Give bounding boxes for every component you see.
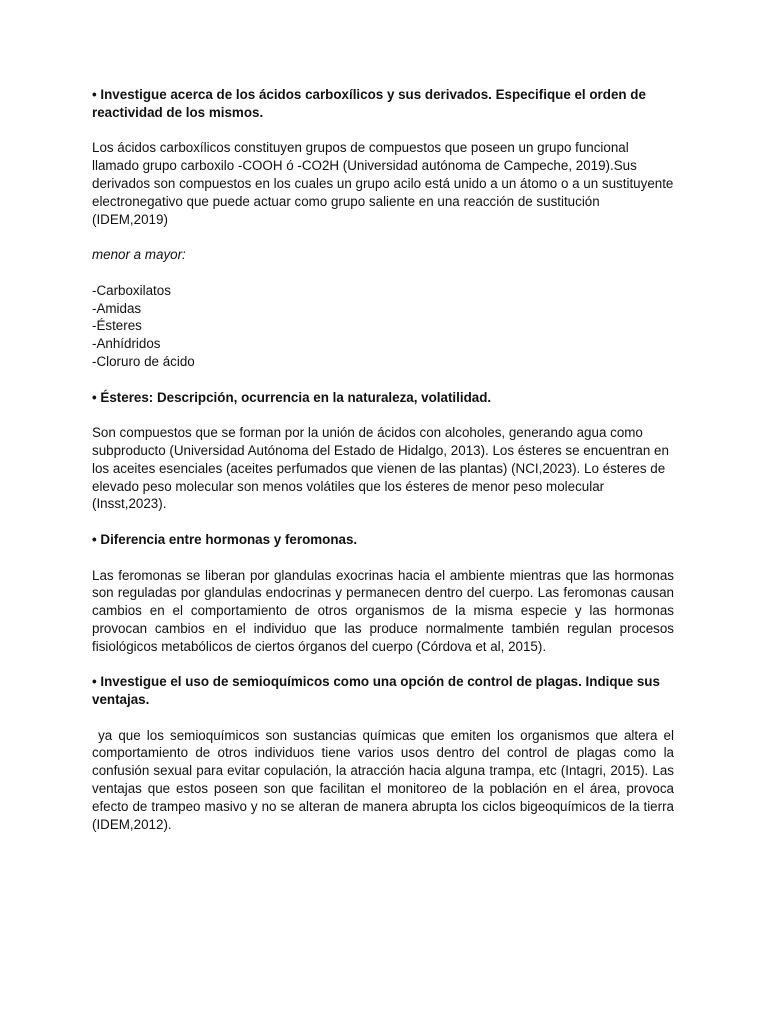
list-item: -Carboxilatos xyxy=(92,282,171,298)
section-heading-semiochemicals: • Investigue el uso de semioquímicos como una opción de control de plagas. Indique sus ventajas. xyxy=(92,674,660,708)
section-heading-esters: • Ésteres: Descripción, ocurrencia en la naturaleza, volatilidad. xyxy=(92,389,492,405)
paragraph-semiochemicals: ya que los semioquímicos son sustancias químicas que emiten los organismos que altera el comportamiento de otros individuos tiene varios usos dentro del control de plagas como la confusión sexual para evitar copulación, la atracción hacia alguna trampa, etc (Intagri, 2015). Las ventajas que estos poseen son que facilitan el monitoreo de la población en el área, provoca efecto de trampeo masivo y no se alteran de manera abrupta los ciclos bigeoquímicos de la tierra (IDEM,2012). xyxy=(92,727,678,832)
paragraph-hormones-pheromones: Las feromonas se liberan por glandulas exocrinas hacia el ambiente mientras que las hormonas son reguladas por glandulas endocrinas y permanecen dentro del cuerpo. Las feromonas causan cambios en el comportamiento de otros organismos de la misma especie y las hormonas provocan cambios en el individuo que las produce normalmente también regulan procesos fisiológicos metabólicos de ciertos órganos del cuerpo (Córdova et al, 2015). xyxy=(92,567,674,654)
list-item: -Cloruro de ácido xyxy=(92,353,195,369)
reactivity-order-label: menor a mayor: xyxy=(92,247,186,263)
section-heading-carboxylic-acids: • Investigue acerca de los ácidos carboxílicos y sus derivados. Especifique el orden de reactividad de los mismos. xyxy=(92,87,646,120)
paragraph-carboxylic-acids: Los ácidos carboxílicos constituyen grupos de compuestos que poseen un grupo funcional llamado grupo carboxilo -COOH ó -CO2H (Universidad autónoma de Campeche, 2019).Sus derivados son compuestos en los cuales un grupo acilo está unido a un átomo o a un sustituyente electronegativo que puede actuar como grupo saliente en una reacción de sustitución (IDEM,2019) xyxy=(92,140,674,227)
document-page xyxy=(92,86,678,851)
list-item: -Ésteres xyxy=(92,318,142,334)
list-item: -Anhídridos xyxy=(92,336,161,352)
list-item: -Amidas xyxy=(92,300,142,316)
paragraph-esters: Son compuestos que se forman por la unión de ácidos con alcoholes, generando agua como subproducto (Universidad Autónoma del Estado de Hidalgo, 2013). Los ésteres se encuentran en los aceites esenciales (aceites perfumados que vienen de las plantas) (NCI,2023). Lo ésteres de elevado peso molecular son menos volátiles que los ésteres de menor peso molecular (Insst,2023). xyxy=(92,425,669,512)
reactivity-order-list xyxy=(92,282,674,371)
section-heading-hormones-pheromones: • Diferencia entre hormonas y feromonas. xyxy=(92,531,358,547)
